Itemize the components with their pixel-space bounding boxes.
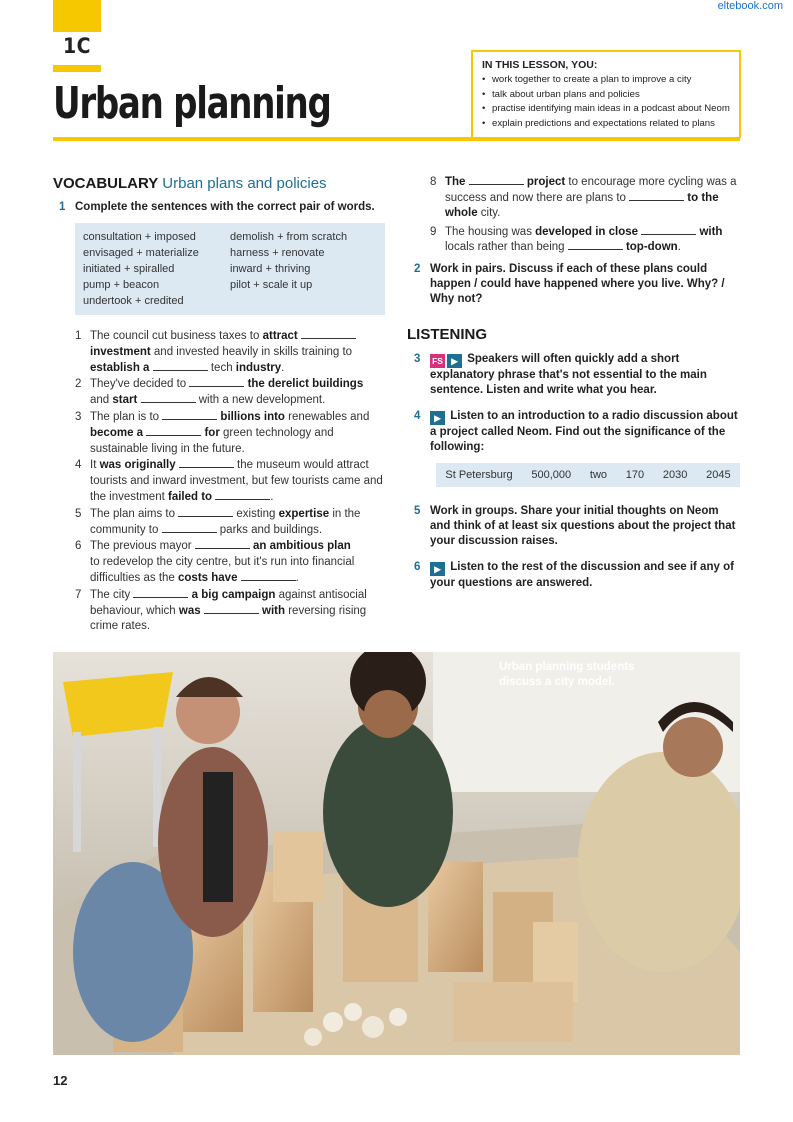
text: and invested heavily in skills training to bbox=[150, 345, 353, 358]
word-pair: harness + renovate bbox=[230, 247, 325, 259]
task-instruction: Speakers will often quickly add a short explanatory phrase that's not essential to the main sentence. Listen and write what you hear. bbox=[430, 352, 707, 396]
text: The plan is to bbox=[90, 410, 163, 423]
sentence-7 bbox=[53, 588, 388, 635]
sentence-number: 5 bbox=[75, 507, 82, 520]
sentence-number: 9 bbox=[430, 225, 437, 238]
task-number: 5 bbox=[414, 504, 421, 517]
text: locals rather than being bbox=[445, 241, 568, 253]
task-number: 4 bbox=[414, 409, 421, 422]
text: with a new development. bbox=[195, 394, 326, 407]
text-bold: a big campaign bbox=[188, 588, 276, 601]
text: reversing rising crime rates. bbox=[90, 604, 367, 633]
vocabulary-subtitle: Urban plans and policies bbox=[162, 175, 327, 192]
answer-blank[interactable] bbox=[469, 175, 524, 185]
photo-caption bbox=[499, 660, 634, 690]
text: to encourage more cycling was a success and now there are plans to bbox=[445, 176, 737, 204]
text: parks and buildings. bbox=[216, 523, 323, 536]
text-bold: an ambitious plan bbox=[249, 540, 351, 553]
caption-line: discuss a city model. bbox=[499, 676, 615, 688]
significance-item: 2030 bbox=[662, 468, 688, 481]
sentence-number: 3 bbox=[75, 410, 82, 423]
word-pair: inward + thriving bbox=[230, 263, 311, 275]
answer-blank[interactable] bbox=[146, 426, 201, 436]
answer-blank[interactable] bbox=[215, 490, 270, 500]
text: in the community to bbox=[90, 507, 361, 536]
significance-item: St Petersburg bbox=[445, 468, 513, 481]
answer-blank[interactable] bbox=[178, 507, 233, 517]
word-pair: envisaged + materialize bbox=[83, 247, 199, 259]
sentence-4 bbox=[53, 458, 388, 505]
word-pair: demolish + from scratch bbox=[230, 231, 348, 243]
answer-blank[interactable] bbox=[301, 329, 356, 339]
fs-badge-icon: FS bbox=[430, 354, 445, 368]
text-bold: investment bbox=[90, 345, 151, 358]
play-icon[interactable]: ▶ bbox=[447, 354, 462, 368]
sentence-list bbox=[53, 329, 388, 635]
sentence-number: 8 bbox=[430, 176, 437, 188]
text: They've decided to bbox=[90, 378, 190, 391]
right-column bbox=[407, 175, 740, 591]
task-number: 1 bbox=[59, 201, 66, 213]
site-url[interactable]: eltebook.com bbox=[717, 0, 783, 12]
text: . bbox=[677, 241, 681, 253]
task-instruction: Work in groups. Share your initial thoughts on Neom and think of at least six questions about the project that your discussion raises. bbox=[430, 504, 736, 547]
word-pair: pilot + scale it up bbox=[230, 279, 313, 291]
text: It bbox=[90, 459, 100, 472]
text-bold: attract bbox=[262, 330, 298, 342]
answer-blank[interactable] bbox=[141, 393, 196, 403]
objective-item: • work together to create a plan to improve a city bbox=[482, 73, 730, 88]
vocabulary-title: VOCABULARY bbox=[53, 175, 159, 192]
caption-line: Urban planning students bbox=[499, 661, 635, 673]
page-title: Urban planning bbox=[53, 78, 331, 129]
answer-blank[interactable] bbox=[629, 191, 684, 201]
sentence-9 bbox=[414, 225, 740, 256]
text-bold: with bbox=[696, 225, 723, 238]
task-number: 6 bbox=[414, 560, 421, 573]
sentence-number: 6 bbox=[75, 540, 82, 553]
left-column bbox=[53, 175, 388, 636]
task-instruction: Work in pairs. Discuss if each of these plans could happen / could have happened where you live. Why? / Why not? bbox=[430, 262, 725, 305]
significance-item: 170 bbox=[625, 468, 645, 481]
objective-item: • explain predictions and expectations related to plans bbox=[482, 117, 730, 132]
text: the museum would attract tourists and inward investment, but few tourists came and the investment bbox=[90, 459, 383, 503]
objective-item: • practise identifying main ideas in a podcast about Neom bbox=[482, 102, 730, 117]
text-bold: industry bbox=[235, 361, 282, 374]
task-instruction: Listen to an introduction to a radio discussion about a project called Neom. Find out the significance of the following: bbox=[430, 409, 738, 453]
play-icon[interactable]: ▶ bbox=[430, 411, 445, 425]
text-bold: project bbox=[526, 176, 566, 188]
lesson-objectives-heading: IN THIS LESSON, YOU: bbox=[482, 59, 598, 71]
unit-tab-bar bbox=[53, 65, 101, 72]
text-bold: billions into bbox=[217, 410, 285, 423]
sentence-number: 7 bbox=[75, 588, 82, 601]
text-bold: become a bbox=[90, 426, 144, 439]
answer-blank[interactable] bbox=[204, 604, 259, 614]
task-number: 2 bbox=[414, 262, 421, 275]
text-bold: was bbox=[178, 604, 201, 617]
task-6 bbox=[414, 560, 740, 591]
text-bold: to the whole bbox=[445, 191, 719, 219]
text-bold: expertise bbox=[278, 507, 330, 520]
answer-blank[interactable] bbox=[195, 539, 250, 549]
sentence-2 bbox=[53, 377, 388, 409]
lesson-objectives-list bbox=[482, 73, 730, 131]
page-number: 12 bbox=[53, 1073, 68, 1088]
text-bold: with bbox=[258, 604, 286, 617]
sentence-number: 2 bbox=[75, 378, 82, 391]
task-4 bbox=[414, 409, 740, 455]
vocabulary-heading bbox=[53, 175, 388, 192]
text-bold: for bbox=[201, 426, 220, 439]
significance-item: two bbox=[589, 468, 608, 481]
lesson-objectives-box bbox=[471, 50, 741, 138]
answer-blank[interactable] bbox=[241, 571, 296, 581]
text-bold: the derelict buildings bbox=[244, 378, 364, 391]
text-bold: start bbox=[112, 394, 138, 407]
sentence-3 bbox=[53, 410, 388, 457]
text: The previous mayor bbox=[90, 540, 195, 553]
text: . bbox=[281, 361, 285, 374]
city-model-photo bbox=[53, 652, 740, 1055]
word-pair: consultation + imposed bbox=[83, 231, 196, 243]
word-pair: initiated + spiralled bbox=[83, 263, 175, 275]
task-1 bbox=[53, 200, 388, 215]
text: renewables and bbox=[284, 410, 370, 423]
text: to redevelop the city centre, but it's run into financial difficulties as the bbox=[90, 556, 355, 584]
answer-blank[interactable] bbox=[153, 361, 208, 371]
answer-blank[interactable] bbox=[568, 240, 623, 250]
text: The housing was bbox=[445, 225, 536, 238]
play-icon[interactable]: ▶ bbox=[430, 562, 445, 576]
answer-blank[interactable] bbox=[133, 588, 188, 598]
answer-blank[interactable] bbox=[179, 458, 234, 468]
sentence-6 bbox=[53, 539, 388, 586]
word-box bbox=[75, 223, 385, 315]
unit-tab-top bbox=[53, 0, 101, 32]
text: city. bbox=[477, 207, 501, 219]
word-pair: undertook + credited bbox=[83, 295, 184, 307]
text: green technology and sustainable living in the future. bbox=[90, 426, 334, 455]
task-instruction: Listen to the rest of the discussion and see if any of your questions are answered. bbox=[430, 560, 734, 589]
text: The council cut business taxes to bbox=[90, 330, 263, 342]
text: and bbox=[90, 394, 113, 407]
significance-table bbox=[436, 463, 740, 487]
unit-code: 1C bbox=[62, 34, 91, 58]
text: . bbox=[270, 490, 274, 503]
answer-blank[interactable] bbox=[189, 377, 244, 387]
text-bold: failed to bbox=[167, 490, 213, 503]
text: . bbox=[295, 571, 299, 584]
sentence-5 bbox=[53, 507, 388, 539]
text-bold: developed in close bbox=[535, 225, 639, 238]
sentence-number: 4 bbox=[75, 459, 82, 472]
answer-blank[interactable] bbox=[162, 410, 217, 420]
significance-item: 2045 bbox=[706, 468, 731, 481]
task-5 bbox=[414, 504, 740, 549]
significance-item: 500,000 bbox=[531, 468, 572, 481]
task-3 bbox=[414, 352, 740, 398]
text: tech bbox=[207, 361, 236, 374]
text: against antisocial behaviour, which bbox=[90, 588, 367, 617]
text: existing bbox=[233, 507, 279, 520]
task-2 bbox=[414, 262, 740, 307]
answer-blank[interactable] bbox=[641, 225, 696, 235]
text: The city bbox=[90, 588, 134, 601]
task-number: 3 bbox=[414, 352, 421, 365]
text-bold: The bbox=[445, 176, 466, 188]
listening-heading: LISTENING bbox=[407, 325, 488, 343]
text-bold: costs have bbox=[178, 571, 238, 584]
text-bold: was originally bbox=[99, 459, 176, 472]
objective-item: • talk about urban plans and policies bbox=[482, 88, 730, 103]
text-bold: top-down bbox=[622, 241, 678, 253]
sentence-8 bbox=[414, 175, 740, 222]
sentence-1 bbox=[53, 329, 388, 376]
answer-blank[interactable] bbox=[162, 523, 217, 533]
text: The plan aims to bbox=[90, 507, 179, 520]
task-instruction: Complete the sentences with the correct pair of words. bbox=[75, 201, 375, 213]
text-bold: establish a bbox=[90, 361, 150, 374]
photo-illustration bbox=[53, 652, 740, 1055]
sentence-number: 1 bbox=[75, 330, 82, 342]
word-pair: pump + beacon bbox=[83, 279, 160, 291]
